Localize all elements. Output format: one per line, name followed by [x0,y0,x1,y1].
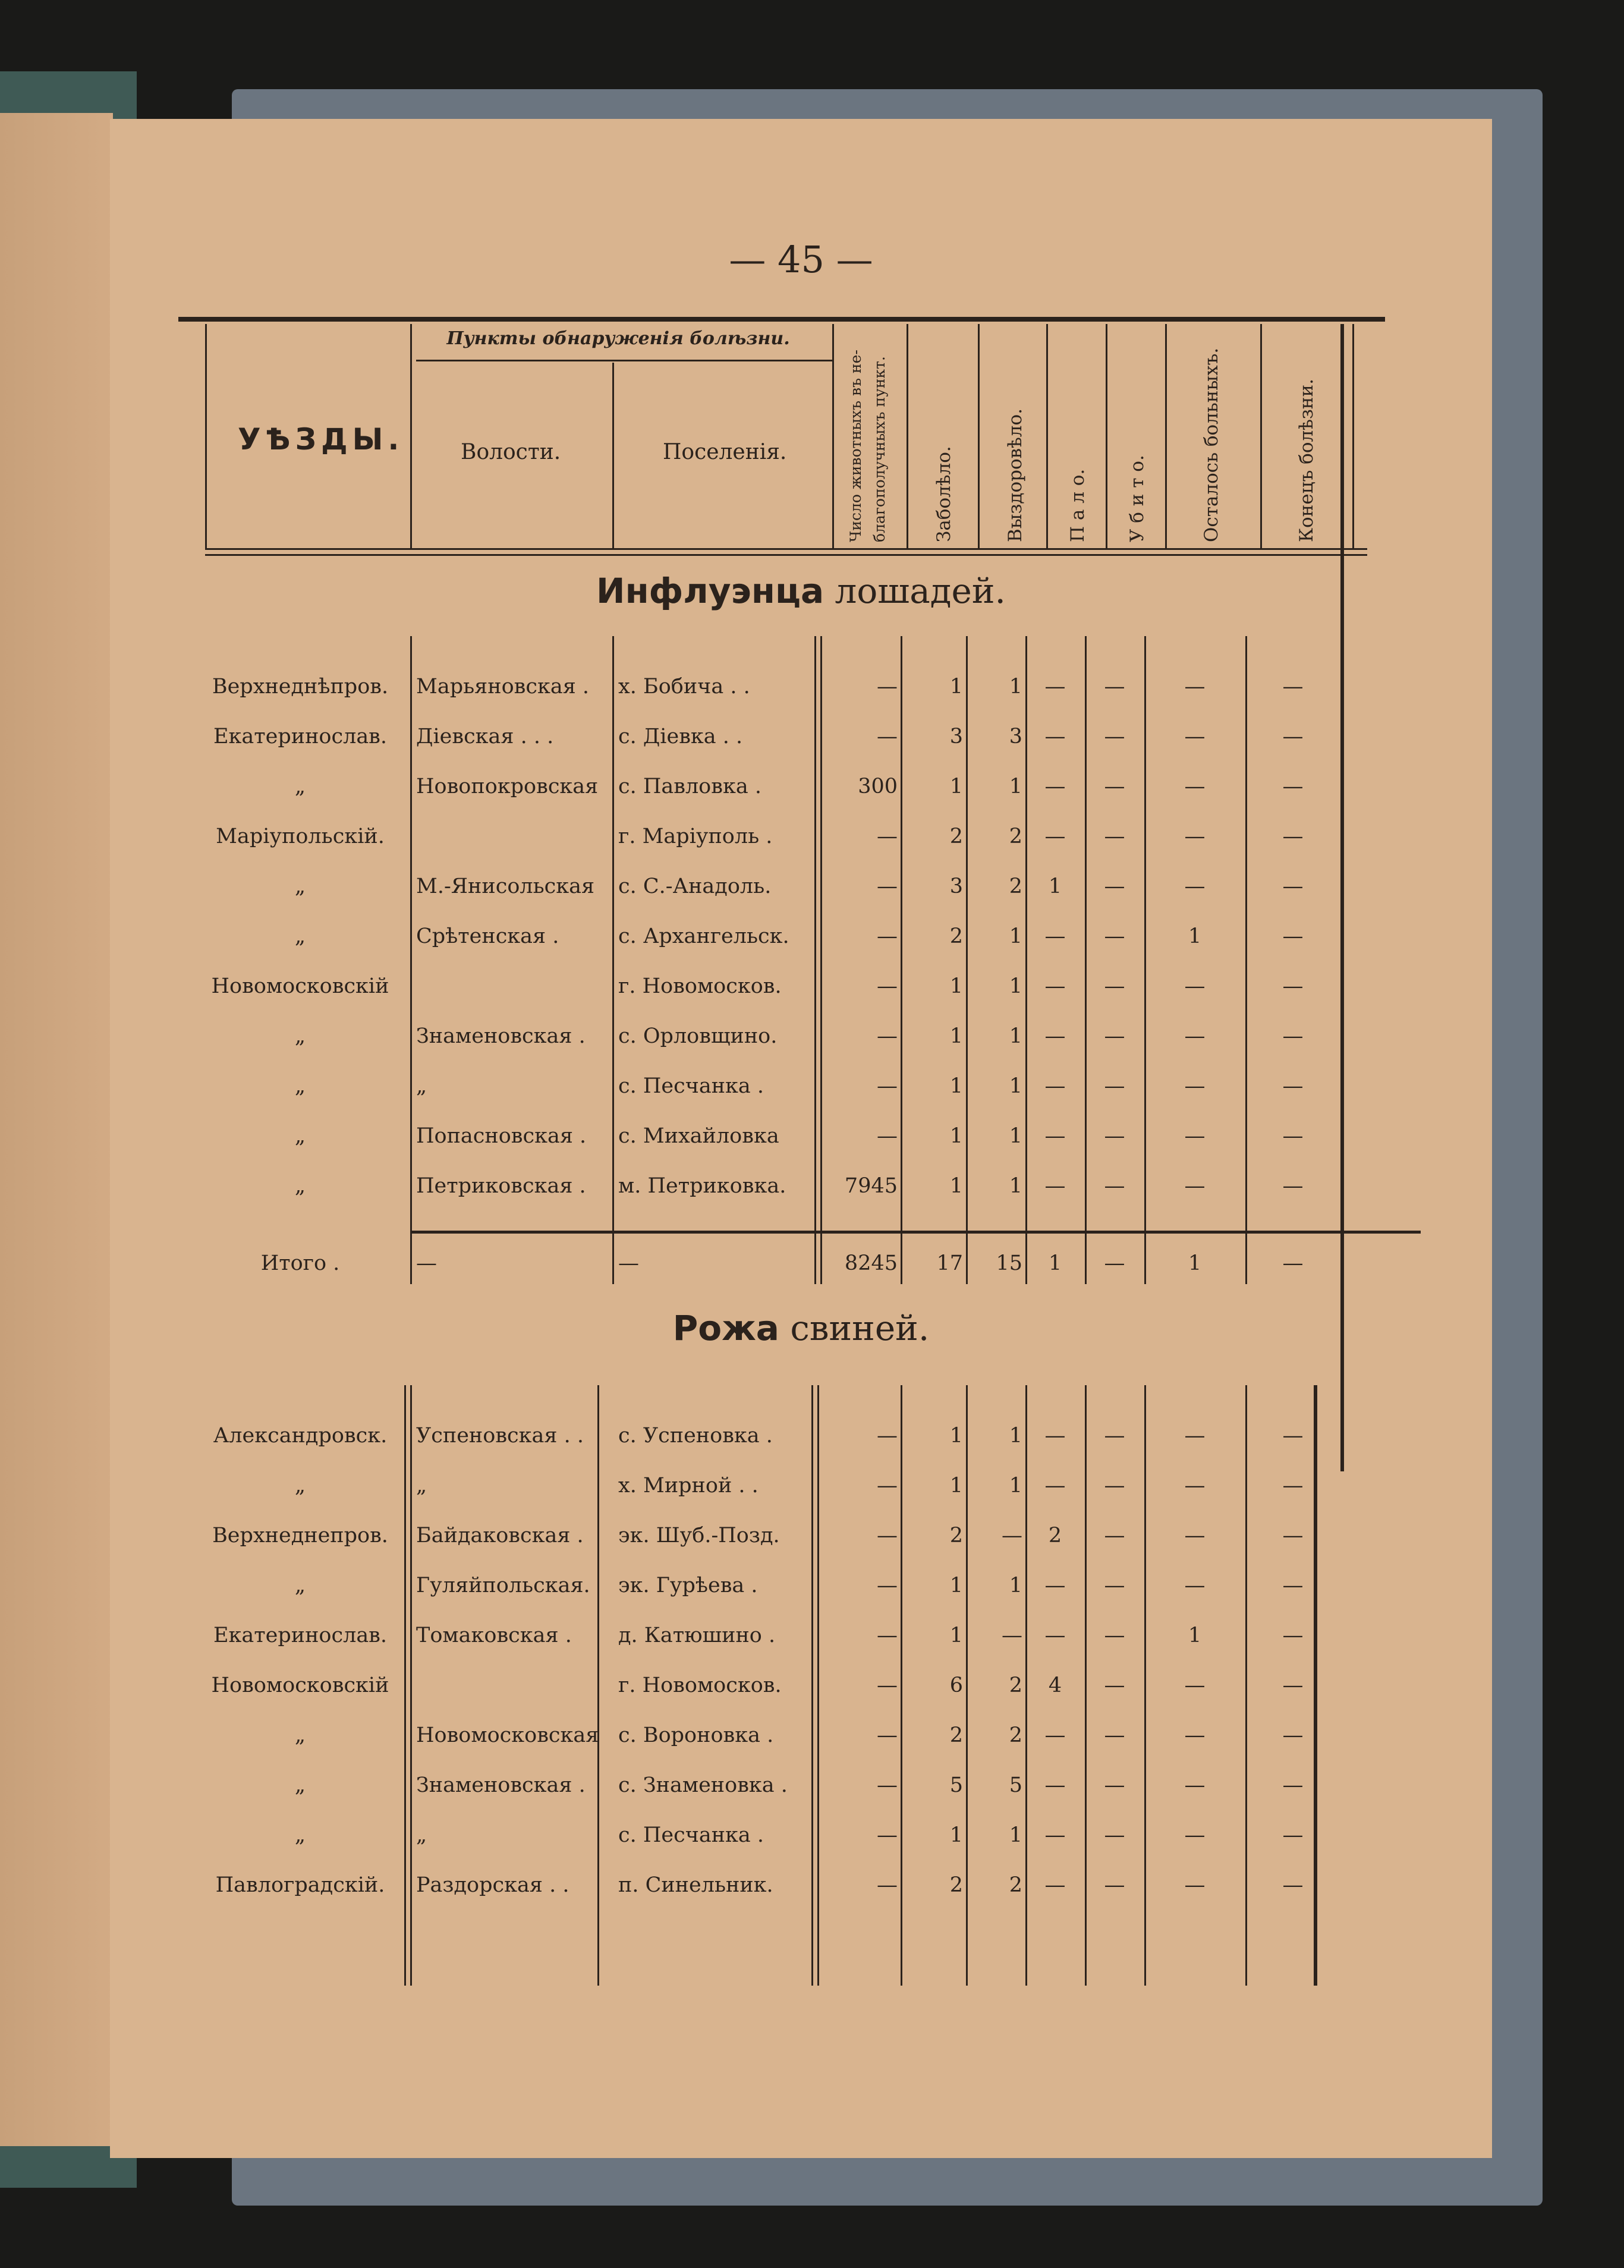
table-cell-ubito: — [1104,1424,1125,1448]
table-cell-uezd: Новомосковскій [211,974,389,998]
table-cell-volost: Срѣтенская . [416,924,559,948]
table-cell-animals: — [877,725,898,748]
table-cell-volost: „ [416,1823,427,1847]
table-cell-vyzdorovelo: 1 [1009,924,1022,948]
table-cell-palo: 1 [1048,875,1062,898]
table-cell-vyzdorovelo: 2 [1009,875,1022,898]
table-cell-ubito: — [1104,1624,1125,1647]
table-cell-zabolelo: 5 [949,1773,963,1797]
book-page [110,119,1492,2158]
table-cell-volost: Байдаковская . [416,1524,584,1547]
table-cell-animals: — [877,1674,898,1697]
table-cell-uezd: Екатеринослав. [213,725,388,748]
table-cell-animals: — [877,1773,898,1797]
table-cell-poselenie: х. Мирной . . [618,1474,759,1498]
table-cell-uezd: „ [294,1474,306,1498]
table-cell-uezd: „ [294,1024,306,1048]
table-cell-palo: — [1044,1773,1066,1797]
table-cell-ubito: — [1104,825,1125,848]
header-divider [1352,324,1354,550]
table-cell-animals: — [877,974,898,998]
table-cell-uezd: Новомосковскій [211,1674,389,1697]
table-right-edge [1340,324,1344,1471]
table-cell-konets: — [1282,1424,1304,1448]
table-cell-poselenie: п. Синельник. [618,1873,773,1897]
table-cell-ostalos: — [1184,1674,1206,1697]
table-cell-animals: — [877,825,898,848]
table-cell-animals: — [877,1024,898,1048]
table-cell-ubito: — [1104,875,1125,898]
table-cell-poselenie: с. Орловщино. [618,1024,778,1048]
table-cell-zabolelo: 1 [949,1174,963,1198]
header-divider [1106,324,1107,550]
table-cell-animals: — [877,1424,898,1448]
column-divider [1144,1385,1146,1986]
table-cell-animals: 300 [858,775,898,798]
table-cell-animals: — [877,1074,898,1098]
table-cell-zabolelo: 2 [949,1873,963,1897]
table-cell-vyzdorovelo: — [1002,1624,1022,1647]
table-cell-poselenie: с. Михайловка [618,1124,779,1148]
table-cell-vyzdorovelo: 1 [1009,1574,1022,1597]
header-top-rule [178,317,1385,322]
total-cell-zabolelo: 17 [936,1251,963,1275]
header-animals-count-1: Число животныхъ въ не- [847,350,864,542]
column-divider [1085,636,1087,1284]
table-cell-animals: — [877,1823,898,1847]
table-cell-poselenie: с. Знаменовка . [618,1773,788,1797]
table-cell-zabolelo: 1 [949,1124,963,1148]
table-cell-poselenie: с. Песчанка . [618,1074,764,1098]
table-cell-zabolelo: 3 [949,725,963,748]
total-cell-ostalos: 1 [1188,1251,1202,1275]
table-cell-poselenie: г. Новомосков. [618,1674,782,1697]
table-cell-ubito: — [1104,924,1125,948]
table-cell-animals: — [877,675,898,699]
column-divider [1025,1385,1027,1986]
table-cell-palo: — [1044,924,1066,948]
table-cell-konets: — [1282,1524,1304,1547]
table-cell-konets: — [1282,1773,1304,1797]
table-cell-konets: — [1282,775,1304,798]
column-divider [612,636,614,1284]
table-cell-zabolelo: 1 [949,775,963,798]
table-cell-vyzdorovelo: 1 [1009,1174,1022,1198]
column-divider [966,636,968,1284]
table-cell-uezd: Верхнеднѣпров. [212,675,389,699]
table-cell-poselenie: д. Катюшино . [618,1624,776,1647]
table-cell-uezd: „ [294,1823,306,1847]
column-divider [817,1385,819,1986]
table-cell-poselenie: х. Бобича . . [618,675,750,699]
table-cell-ostalos: — [1184,1424,1206,1448]
table-cell-poselenie: с. С.-Анадоль. [618,875,772,898]
table-cell-volost: Новопокровская [416,775,599,798]
header-ostalos: Осталось больныхъ. [1201,347,1222,542]
column-divider [1245,636,1247,1284]
table-cell-konets: — [1282,1474,1304,1498]
table-cell-uezd: „ [294,924,306,948]
table-cell-vyzdorovelo: 2 [1009,1674,1022,1697]
table-cell-ubito: — [1104,1873,1125,1897]
header-divider [1165,324,1167,550]
table-cell-palo: — [1044,1574,1066,1597]
table-cell-ostalos: — [1184,1474,1206,1498]
table-cell-uezd: „ [294,1773,306,1797]
table-cell-ostalos: — [1184,1823,1206,1847]
table-cell-ubito: — [1104,775,1125,798]
table-cell-konets: — [1282,1024,1304,1048]
section-title-bold: Инфлуэнца [596,571,824,611]
total-cell-konets: — [1282,1251,1304,1275]
table-cell-konets: — [1282,1624,1304,1647]
total-cell-palo: 1 [1048,1251,1062,1275]
total-rule [410,1231,1421,1234]
header-divider [1260,324,1262,550]
table-cell-konets: — [1282,725,1304,748]
table-cell-animals: 7945 [844,1174,898,1198]
table-cell-zabolelo: 1 [949,1424,963,1448]
header-konets: Конецъ болѣзни. [1296,379,1317,542]
table-cell-uezd: Маріупольскій. [216,825,385,848]
table-cell-konets: — [1282,825,1304,848]
column-divider [901,636,902,1284]
table-cell-poselenie: г. Новомосков. [618,974,782,998]
table-cell-poselenie: с. Діевка . . [618,725,743,748]
column-divider [1025,636,1027,1284]
table-cell-volost: „ [416,1074,427,1098]
column-divider [820,636,822,1284]
table-cell-uezd: Екатеринослав. [213,1624,388,1647]
table-cell-ubito: — [1104,1024,1125,1048]
table-cell-volost: М.-Янисольская [416,875,595,898]
table-cell-ostalos: — [1184,1124,1206,1148]
table-cell-zabolelo: 1 [949,1474,963,1498]
total-cell-vyzdorovelo: 15 [996,1251,1022,1275]
header-divider [410,324,412,550]
table-cell-ostalos: — [1184,1773,1206,1797]
table-cell-ostalos: — [1184,974,1206,998]
table-cell-zabolelo: 1 [949,974,963,998]
table-cell-uezd: „ [294,1574,306,1597]
table-cell-ostalos: — [1184,1024,1206,1048]
table-cell-ubito: — [1104,1474,1125,1498]
table-cell-zabolelo: 3 [949,875,963,898]
column-divider [1245,1385,1247,1986]
table-cell-konets: — [1282,1823,1304,1847]
table-cell-ostalos: — [1184,1574,1206,1597]
table-cell-ubito: — [1104,1823,1125,1847]
table-cell-ubito: — [1104,675,1125,699]
section-title-rest: лошадей. [835,571,1006,611]
table-cell-poselenie: с. Успеновка . [618,1424,773,1448]
total-cell-ubito: — [1104,1251,1125,1275]
table-cell-palo: — [1044,1474,1066,1498]
table-cell-konets: — [1282,1074,1304,1098]
header-divider [832,324,834,550]
section-title-bold: Рожа [672,1308,779,1348]
section-title-rest: свиней. [790,1308,930,1348]
table-cell-zabolelo: 2 [949,924,963,948]
table-cell-ubito: — [1104,974,1125,998]
table-cell-konets: — [1282,924,1304,948]
table-cell-ostalos: — [1184,1524,1206,1547]
header-ubito: У б и т о. [1126,455,1148,542]
header-divider [1046,324,1048,550]
table-cell-konets: — [1282,974,1304,998]
table-cell-palo: 4 [1048,1674,1062,1697]
table-cell-zabolelo: 1 [949,1574,963,1597]
table-cell-konets: — [1282,1124,1304,1148]
table-cell-volost: Діевская . . . [416,725,554,748]
header-divider [205,324,207,550]
table-cell-animals: — [877,1524,898,1547]
table-cell-ostalos: — [1184,1873,1206,1897]
table-cell-uezd: „ [294,1723,306,1747]
table-cell-ubito: — [1104,725,1125,748]
table-cell-vyzdorovelo: — [1002,1524,1022,1547]
table-cell-animals: — [877,1873,898,1897]
table-cell-uezd: „ [294,875,306,898]
table-cell-volost: Новомосковская [416,1723,599,1747]
table-cell-palo: — [1044,1074,1066,1098]
table-cell-vyzdorovelo: 2 [1009,825,1022,848]
table-cell-zabolelo: 6 [949,1674,963,1697]
table-cell-palo: — [1044,825,1066,848]
table-cell-ubito: — [1104,1723,1125,1747]
table-cell-ostalos: — [1184,775,1206,798]
table-cell-vyzdorovelo: 1 [1009,1024,1022,1048]
table-cell-zabolelo: 1 [949,1823,963,1847]
column-divider [404,1385,406,1986]
table-cell-konets: — [1282,1574,1304,1597]
table-cell-zabolelo: 2 [949,1723,963,1747]
table-cell-konets: — [1282,675,1304,699]
page-number: — 45 — [729,238,873,281]
header-bottom-rule [205,548,1367,550]
header-poseleniya: Поселенія. [663,440,787,464]
table-cell-konets: — [1282,1723,1304,1747]
table-cell-palo: — [1044,1174,1066,1198]
table-cell-animals: — [877,1574,898,1597]
column-divider [901,1385,902,1986]
table-cell-palo: — [1044,1723,1066,1747]
table-cell-volost: Успеновская . . [416,1424,584,1448]
table-cell-vyzdorovelo: 1 [1009,1074,1022,1098]
table-cell-vyzdorovelo: 1 [1009,675,1022,699]
table-cell-volost: Попасновская . [416,1124,587,1148]
table-cell-palo: — [1044,1823,1066,1847]
table-cell-palo: — [1044,974,1066,998]
table-cell-palo: 2 [1048,1524,1062,1547]
total-cell-poselenie: — [618,1251,639,1275]
table-cell-zabolelo: 1 [949,1624,963,1647]
header-divider [978,324,980,550]
header-divider [907,324,908,550]
table-cell-zabolelo: 2 [949,825,963,848]
table-cell-ostalos: — [1184,825,1206,848]
header-group-label: Пункты обнаруженія болѣзни. [446,328,790,349]
header-vyzdorovelo: Выздоровѣло. [1005,408,1026,542]
column-divider [966,1385,968,1986]
table-cell-vyzdorovelo: 2 [1009,1873,1022,1897]
table-cell-vyzdorovelo: 1 [1009,1124,1022,1148]
table-cell-vyzdorovelo: 1 [1009,1474,1022,1498]
table-cell-poselenie: м. Петриковка. [618,1174,786,1198]
table-cell-konets: — [1282,1674,1304,1697]
table-cell-ostalos: — [1184,1723,1206,1747]
table-cell-poselenie: эк. Гурѣева . [618,1574,758,1597]
table-cell-animals: — [877,1124,898,1148]
table-cell-ostalos: 1 [1188,1624,1202,1647]
table-cell-volost: „ [416,1474,427,1498]
section-title-influenza [110,571,1492,611]
table-cell-uezd: „ [294,1074,306,1098]
table-cell-palo: — [1044,1873,1066,1897]
header-palo: П а л о. [1067,468,1088,542]
table-cell-konets: — [1282,1873,1304,1897]
table-cell-poselenie: с. Песчанка . [618,1823,764,1847]
column-divider [1144,636,1146,1284]
table-cell-zabolelo: 1 [949,1074,963,1098]
table-cell-ostalos: — [1184,875,1206,898]
table-cell-palo: — [1044,1624,1066,1647]
table-cell-uezd: „ [294,1174,306,1198]
table-cell-ostalos: — [1184,1074,1206,1098]
column-divider [814,636,816,1284]
table-cell-konets: — [1282,875,1304,898]
group-underline [416,360,832,361]
table-cell-ubito: — [1104,1674,1125,1697]
table-cell-ubito: — [1104,1174,1125,1198]
table-cell-volost: Томаковская . [416,1624,572,1647]
table-cell-palo: — [1044,675,1066,699]
table-cell-uezd: „ [294,775,306,798]
column-divider [1085,1385,1087,1986]
table-cell-ubito: — [1104,1124,1125,1148]
table-cell-uezd: Павлоградскій. [215,1873,385,1897]
table-cell-volost: Знаменовская . [416,1773,586,1797]
table-cell-ubito: — [1104,1773,1125,1797]
table-cell-animals: — [877,924,898,948]
table-cell-uezd: Верхнеднепров. [212,1524,388,1547]
table-cell-ubito: — [1104,1074,1125,1098]
header-animals-count-2: благополучныхъ пункт. [871,356,888,542]
table-cell-poselenie: эк. Шуб.-Позд. [618,1524,780,1547]
column-divider [410,1385,412,1986]
table-cell-poselenie: с. Вороновка . [618,1723,774,1747]
table-cell-animals: — [877,1624,898,1647]
table-cell-volost: Петриковская . [416,1174,586,1198]
table-cell-vyzdorovelo: 1 [1009,974,1022,998]
table-cell-ostalos: — [1184,675,1206,699]
table-cell-volost: Знаменовская . [416,1024,586,1048]
table-cell-vyzdorovelo: 1 [1009,1823,1022,1847]
section-title-rozha [110,1308,1492,1348]
table-cell-zabolelo: 2 [949,1524,963,1547]
table-cell-volost: Раздорская . . [416,1873,569,1897]
total-cell-uezd: Итого . [260,1251,340,1275]
total-cell-animals: 8245 [844,1251,898,1275]
table-cell-ostalos: — [1184,1174,1206,1198]
table-cell-zabolelo: 1 [949,675,963,699]
table-cell-vyzdorovelo: 1 [1009,1424,1022,1448]
header-divider [612,363,614,550]
table-cell-poselenie: с. Архангельск. [618,924,789,948]
total-cell-volost: — [416,1251,437,1275]
header-uezdy: УѢЗДЫ. [238,422,404,457]
table-cell-ubito: — [1104,1524,1125,1547]
header-volosti: Волости. [461,440,561,464]
table-cell-vyzdorovelo: 2 [1009,1723,1022,1747]
header-bottom-rule-2 [205,554,1367,556]
table-cell-palo: — [1044,775,1066,798]
table-cell-animals: — [877,1474,898,1498]
table-cell-konets: — [1282,1174,1304,1198]
table-cell-palo: — [1044,1024,1066,1048]
table-cell-vyzdorovelo: 1 [1009,775,1022,798]
table-cell-volost: Марьяновская . [416,675,590,699]
table-cell-palo: — [1044,1424,1066,1448]
table-cell-animals: — [877,1723,898,1747]
table-cell-vyzdorovelo: 3 [1009,725,1022,748]
table-cell-volost: Гуляйпольская. [416,1574,590,1597]
table-cell-palo: — [1044,1124,1066,1148]
table-cell-uezd: „ [294,1124,306,1148]
table-cell-poselenie: г. Маріуполь . [618,825,773,848]
previous-page-edge [0,113,113,2146]
table-cell-ubito: — [1104,1574,1125,1597]
table-cell-ostalos: 1 [1188,924,1202,948]
table-cell-ostalos: — [1184,725,1206,748]
header-zabolelo: Заболѣло. [933,446,955,542]
table-cell-animals: — [877,875,898,898]
column-divider [410,636,412,1284]
table-cell-vyzdorovelo: 5 [1009,1773,1022,1797]
table-cell-uezd: Александровск. [213,1424,388,1448]
table-cell-palo: — [1044,725,1066,748]
table-cell-zabolelo: 1 [949,1024,963,1048]
table-cell-poselenie: с. Павловка . [618,775,761,798]
